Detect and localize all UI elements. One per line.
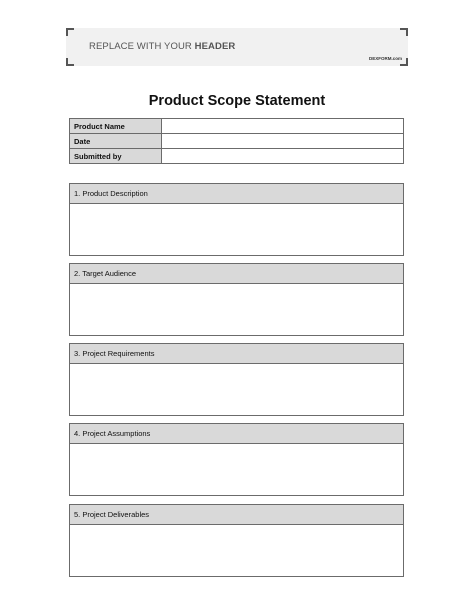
section-heading: 1. Product Description (70, 184, 403, 204)
info-row-submitted-by (70, 149, 404, 164)
project-assumptions-field[interactable] (70, 444, 403, 495)
brand-logo: DEXFORM.com (368, 56, 402, 61)
product-name-field[interactable] (162, 119, 404, 134)
info-label: Date (70, 134, 162, 149)
info-label: Submitted by (70, 149, 162, 164)
info-table (69, 118, 404, 164)
section-target-audience (69, 263, 404, 336)
section-heading: 3. Project Requirements (70, 344, 403, 364)
info-row-product-name (70, 119, 404, 134)
corner-mark-top-right (400, 28, 408, 36)
corner-mark-bottom-left (66, 58, 74, 66)
section-product-description (69, 183, 404, 256)
info-row-date (70, 134, 404, 149)
header-placeholder-prefix: REPLACE WITH YOUR (89, 41, 195, 52)
section-heading: 5. Project Deliverables (70, 505, 403, 525)
product-description-field[interactable] (70, 204, 403, 255)
target-audience-field[interactable] (70, 284, 403, 335)
section-project-deliverables (69, 504, 404, 577)
corner-mark-top-left (66, 28, 74, 36)
project-deliverables-field[interactable] (70, 525, 403, 576)
page-title: Product Scope Statement (148, 93, 326, 109)
section-heading: 4. Project Assumptions (70, 424, 403, 444)
header-placeholder-bold: HEADER (194, 41, 236, 52)
header-placeholder-text (89, 41, 235, 52)
submitted-by-field[interactable] (162, 149, 404, 164)
date-field[interactable] (162, 134, 404, 149)
document-header-banner (66, 28, 408, 66)
section-heading: 2. Target Audience (70, 264, 403, 284)
section-project-assumptions (69, 423, 404, 496)
project-requirements-field[interactable] (70, 364, 403, 415)
info-label: Product Name (70, 119, 162, 134)
section-project-requirements (69, 343, 404, 416)
